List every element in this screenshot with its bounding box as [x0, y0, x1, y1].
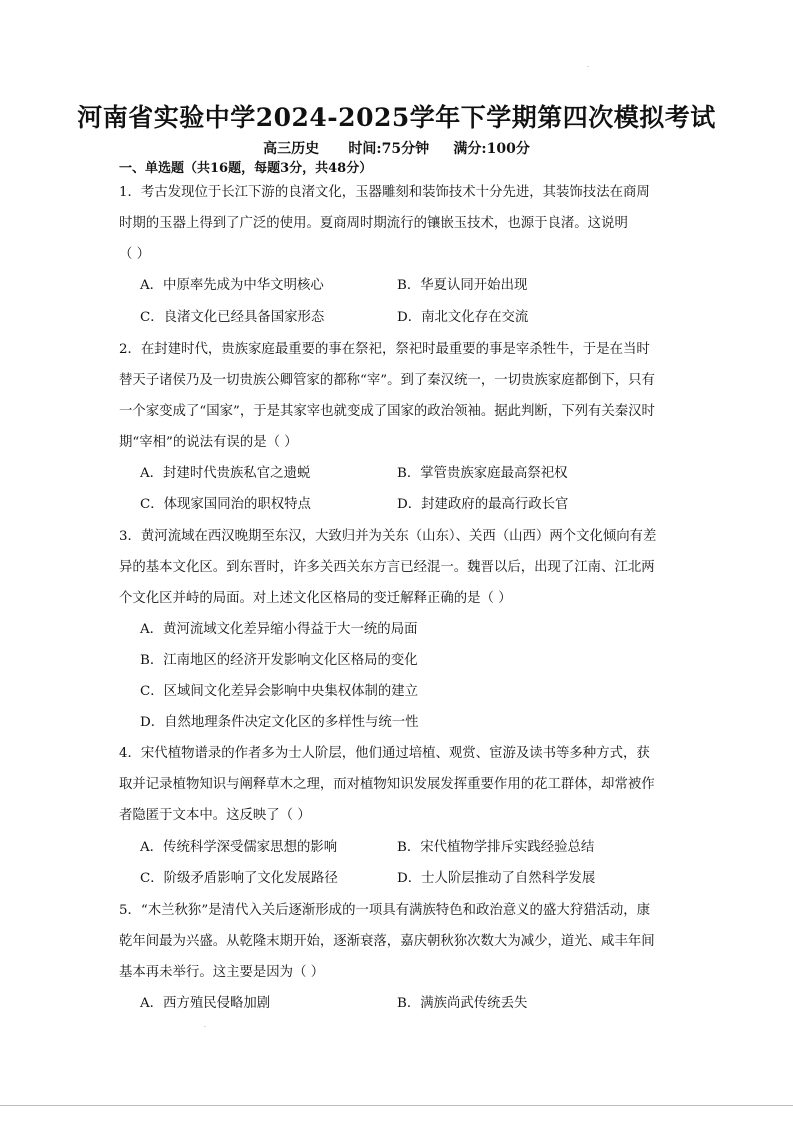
question-5-line-1: 5．“木兰秋狝”是清代入关后逐渐形成的一项具有满族特色和政治意义的盛大狩猎活动，康: [119, 903, 651, 918]
question-4-option-a[interactable]: A．传统科学深受儒家思想的影响: [140, 840, 338, 855]
question-3-line-3: 个文化区并峙的局面。对上述文化区格局的变迁解释正确的是（ ）: [119, 591, 512, 606]
question-3-line-1: 3．黄河流域在西汉晚期至东汉，大致归并为关东（山东）、关西（山西）两个文化倾向有差: [119, 529, 657, 544]
section-heading: 一、单选题（共16题，每题3分，共48分）: [119, 161, 373, 176]
question-3-option-c[interactable]: C．区域间文化差异会影响中央集权体制的建立: [140, 684, 419, 699]
question-4-option-d[interactable]: D．士人阶层推动了自然科学发展: [397, 871, 596, 886]
question-1-line-2: 时期的玉器上得到了广泛的使用。夏商周时期流行的镶嵌玉技术，也源于良渚。这说明: [119, 216, 628, 231]
question-3-line-2: 异的基本文化区。到东晋时，许多关西关东方言已经混一。魏晋以后，出现了江南、江北两: [119, 560, 655, 575]
exam-subtitle: 高三历史 时间:75分钟 满分:100分: [263, 141, 530, 157]
question-2-line-4: 期“宰相”的说法有误的是（ ）: [119, 435, 298, 450]
question-5-line-3: 基本再未举行。这主要是因为（ ）: [119, 965, 325, 980]
scan-dot: ·: [587, 64, 589, 71]
exam-title: 河南省实验中学2024-2025学年下学期第四次模拟考试: [77, 103, 716, 132]
question-5-option-a[interactable]: A．西方殖民侵略加剧: [140, 996, 271, 1011]
question-5-option-b[interactable]: B．满族尚武传统丢失: [397, 996, 528, 1011]
question-4-line-1: 4．宋代植物谱录的作者多为士人阶层，他们通过培植、观赏、宦游及读书等多种方式，获: [119, 746, 650, 761]
question-3-option-a[interactable]: A．黄河流域文化差异缩小得益于大一统的局面: [140, 622, 418, 637]
question-1-line-3: （ ）: [119, 247, 151, 262]
question-3-option-d[interactable]: D．自然地理条件决定文化区的多样性与统一性: [140, 715, 419, 730]
question-4-line-2: 取并记录植物知识与阐释草木之理，而对植物知识发展发挥重要作用的花工群体，却常被作: [119, 777, 655, 792]
question-1-option-b[interactable]: B．华夏认同开始出现: [397, 278, 528, 293]
question-4-line-3: 者隐匿于文本中。这反映了（ ）: [119, 808, 311, 823]
question-1-option-c[interactable]: C．良渚文化已经具备国家形态: [140, 310, 325, 325]
scan-dot: ·: [204, 1024, 206, 1031]
question-3-option-b[interactable]: B．江南地区的经济开发影响文化区格局的变化: [140, 653, 418, 668]
question-4-option-b[interactable]: B．宋代植物学排斥实践经验总结: [397, 840, 595, 855]
question-1-option-a[interactable]: A．中原率先成为中华文明核心: [140, 278, 324, 293]
question-1-line-1: 1．考古发现位于长江下游的良渚文化，玉器雕刻和装饰技术十分先进，其装饰技法在商周: [119, 185, 650, 200]
question-2-option-b[interactable]: B．掌管贵族家庭最高祭祀权: [397, 466, 568, 481]
question-2-line-2: 替天子诸侯乃及一切贵族公卿管家的都称“宰”。到了秦汉统一，一切贵族家庭都倒下，只有: [119, 373, 655, 388]
question-1-option-d[interactable]: D．南北文化存在交流: [397, 310, 529, 325]
question-2-option-c[interactable]: C．体现家国同治的职权特点: [140, 497, 311, 512]
question-2-option-d[interactable]: D．封建政府的最高行政长官: [397, 497, 569, 512]
question-4-option-c[interactable]: C．阶级矛盾影响了文化发展路径: [140, 871, 338, 886]
question-5-line-2: 乾年间最为兴盛。从乾隆末期开始，逐渐衰落，嘉庆朝秋狝次数大为减少，道光、咸丰年间: [119, 934, 655, 949]
question-2-option-a[interactable]: A．封建时代贵族私官之遗蜕: [140, 466, 311, 481]
page-bottom-rule: [0, 1105, 793, 1106]
question-2-line-1: 2．在封建时代，贵族家庭最重要的事在祭祀，祭祀时最重要的事是宰杀牲牛，于是在当时: [119, 342, 650, 357]
question-2-line-3: 一个家变成了“国家”，于是其家宰也就变成了国家的政治领袖。据此判断，下列有关秦汉时: [119, 404, 655, 419]
